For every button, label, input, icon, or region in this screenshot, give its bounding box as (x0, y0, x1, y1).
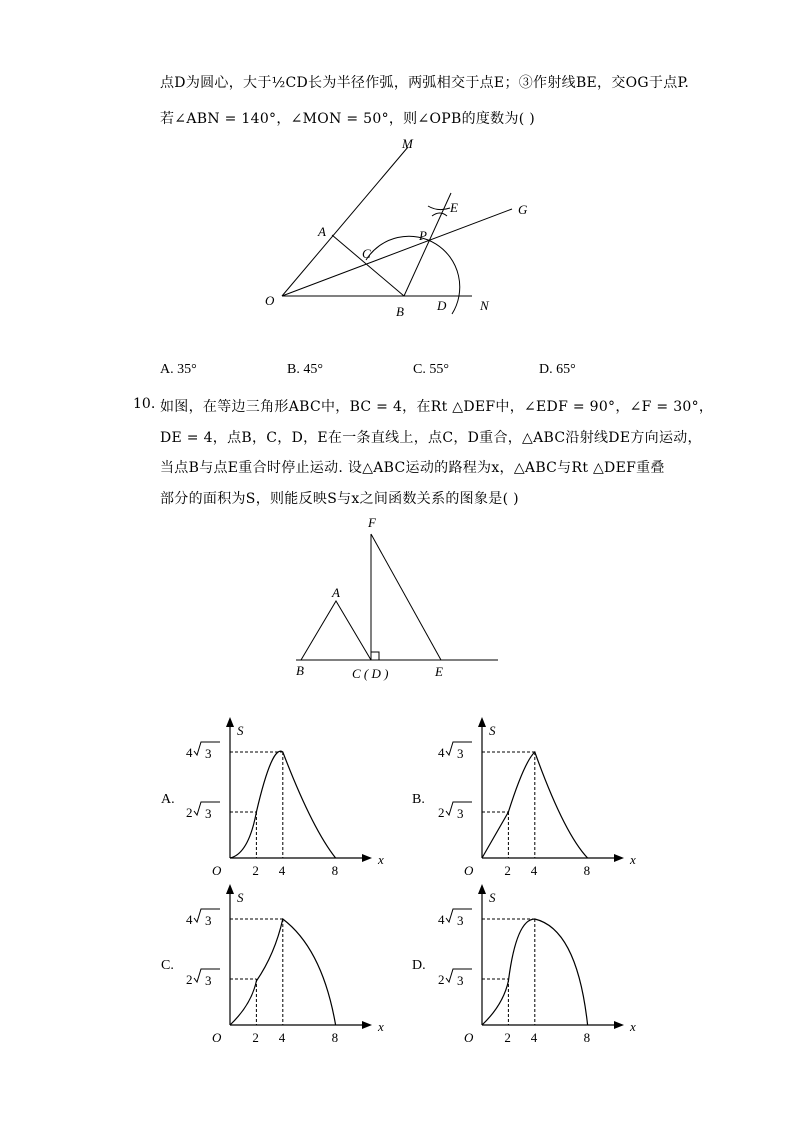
axis-label-s: S (489, 723, 496, 738)
y-axis-arrow-icon (478, 884, 486, 894)
axis-label-x: x (630, 852, 636, 867)
axis-label-x: x (378, 852, 384, 867)
axis-label-s: S (237, 890, 244, 905)
tick-4: 4 (530, 1030, 538, 1045)
origin-label: O (212, 1030, 222, 1045)
y-label-4sqrt3 (186, 742, 220, 761)
svg-text:4: 4 (186, 912, 193, 927)
x-axis-arrow-icon (362, 1021, 372, 1029)
label-A: A (332, 585, 340, 600)
svg-text:3: 3 (457, 806, 464, 821)
label-N: N (480, 298, 489, 313)
q9-option-a[interactable]: A. 35° (160, 362, 197, 377)
label-C: C (362, 246, 371, 261)
label-G: G (518, 202, 528, 217)
q10-option-a[interactable]: A. (161, 792, 175, 807)
svg-text:3: 3 (205, 973, 212, 988)
x-axis-arrow-icon (614, 1021, 624, 1029)
origin-label: O (212, 863, 222, 878)
q10-triangle-figure (290, 510, 505, 685)
q10-option-d[interactable]: D. (412, 958, 426, 973)
tick-4: 4 (530, 863, 538, 878)
svg-text:4: 4 (438, 745, 445, 760)
svg-text:3: 3 (457, 746, 464, 761)
origin-label: O (464, 863, 474, 878)
svg-text:3: 3 (205, 746, 212, 761)
tick-2: 2 (504, 863, 511, 878)
q10-graph-d[interactable] (432, 882, 636, 1052)
tick-2: 2 (252, 1030, 259, 1045)
q10-graph-c[interactable] (180, 882, 384, 1052)
y-label-2sqrt3 (438, 802, 472, 821)
label-M: M (402, 136, 413, 151)
tick-8: 8 (583, 1030, 591, 1045)
axis-label-s: S (489, 890, 496, 905)
y-label-4sqrt3 (186, 909, 220, 928)
svg-text:2: 2 (438, 805, 445, 820)
tick-4: 4 (278, 863, 286, 878)
svg-text:2: 2 (438, 972, 445, 987)
y-label-4sqrt3 (438, 742, 472, 761)
label-B: B (296, 663, 304, 678)
y-axis-arrow-icon (226, 717, 234, 727)
axis-label-x: x (378, 1019, 384, 1034)
q10-text-line4: 部分的面积为S，则能反映S与x之间函数关系的图象是( ) (160, 491, 519, 507)
y-label-2sqrt3 (438, 969, 472, 988)
label-E: E (435, 664, 443, 679)
svg-text:4: 4 (186, 745, 193, 760)
label-A: A (318, 224, 326, 239)
tick-4: 4 (278, 1030, 286, 1045)
tick-2: 2 (504, 1030, 511, 1045)
tick-8: 8 (331, 863, 339, 878)
q10-graph-b[interactable] (432, 715, 636, 885)
label-B: B (396, 304, 404, 319)
label-E: E (450, 200, 458, 215)
q9-option-b[interactable]: B. 45° (287, 362, 323, 377)
y-label-4sqrt3 (438, 909, 472, 928)
tick-2: 2 (252, 863, 259, 878)
y-label-2sqrt3 (186, 969, 220, 988)
axis-label-s: S (237, 723, 244, 738)
q10-text-line2: DE = 4，点B，C，D，E在一条直线上，点C，D重合，△ABC沿射线DE方向运动， (160, 430, 702, 446)
label-P: P (419, 228, 427, 243)
q10-graph-a[interactable] (180, 715, 384, 885)
label-C-D: C ( D ) (352, 666, 389, 681)
svg-text:3: 3 (205, 913, 212, 928)
svg-text:3: 3 (457, 913, 464, 928)
label-O: O (265, 293, 275, 308)
q9-option-c[interactable]: C. 55° (413, 362, 449, 377)
svg-text:3: 3 (205, 806, 212, 821)
y-axis-arrow-icon (478, 717, 486, 727)
q10-number: 10. (133, 396, 156, 412)
label-F: F (368, 515, 376, 530)
q9-text-line1: 点D为圆心，大于½CD长为半径作弧，两弧相交于点E；③作射线BE，交OG于点P. (160, 75, 690, 91)
y-axis-arrow-icon (226, 884, 234, 894)
y-label-2sqrt3 (186, 802, 220, 821)
tick-8: 8 (331, 1030, 339, 1045)
q9-option-d[interactable]: D. 65° (539, 362, 576, 377)
q10-text-line1: 如图，在等边三角形ABC中，BC = 4，在Rt △DEF中，∠EDF = 90°，∠F = 30°， (160, 399, 714, 415)
q9-geometry-figure (255, 132, 528, 322)
q10-text-line3: 当点B与点E重合时停止运动. 设△ABC运动的路程为x，△ABC与Rt △DEF重叠 (160, 460, 665, 476)
q10-option-c[interactable]: C. (161, 958, 174, 973)
q10-option-b[interactable]: B. (412, 792, 425, 807)
svg-text:2: 2 (186, 805, 193, 820)
svg-text:4: 4 (438, 912, 445, 927)
svg-text:2: 2 (186, 972, 193, 987)
origin-label: O (464, 1030, 474, 1045)
tick-8: 8 (583, 863, 591, 878)
svg-text:3: 3 (457, 973, 464, 988)
x-axis-arrow-icon (614, 854, 624, 862)
label-D: D (437, 298, 447, 313)
x-axis-arrow-icon (362, 854, 372, 862)
axis-label-x: x (630, 1019, 636, 1034)
q9-text-line2: 若∠ABN = 140°，∠MON = 50°，则∠OPB的度数为( ) (160, 111, 536, 127)
